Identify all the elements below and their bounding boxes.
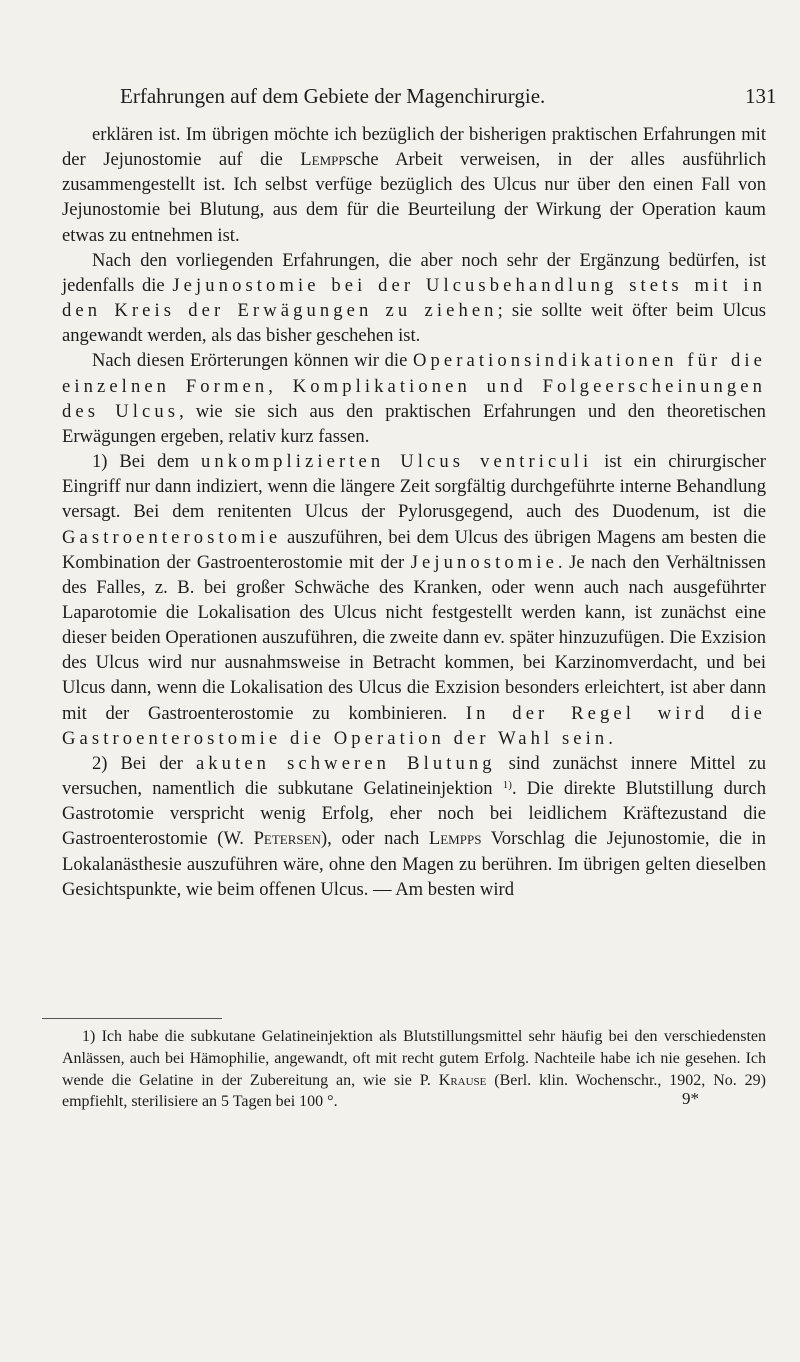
text-run: Vorschlag die Jejunostomie, die in Lokalanästhesie auszuführen wäre, ohne den Magen zu berühren. Im übrigen gelten dieselben Gesichtspunkte, wie beim offenen Ulcus. — Am besten wird [62,828,766,900]
emphasized-text: unkomplizierten Ulcus ventriculi [201,451,593,473]
text-run: sind zunächst innere Mittel zu versuchen, namentlich die subkutane Gelatineinjektion [62,752,767,800]
text-run: 1) Ich habe die subkutane Gelatineinjektion als Blutstillungsmittel sehr häufig bei den verschiedensten Anlässen, auch bei Hämophilie, angewandt, oft mit recht gutem Erfolg. Nachteile habe ich nie gesehen. Ich wende die Gelatine in der Zubereitung an, wie sie P. [62,1028,766,1089]
signature-mark: 9* [682,1089,699,1108]
text-run: 2) Bei der [92,752,196,774]
text-run: erklären ist. Im übrigen möchte ich bezüglich der bisherigen praktischen Erfahrungen mit der Jejunostomie auf die [62,124,766,171]
running-title: Erfahrungen auf dem Gebiete der Magenchirurgie. [120,84,546,108]
name-small-caps: Lempp [300,149,346,171]
emphasized-text: Operationsindikationen für die einzelnen Formen, Komplikationen und Folgeerscheinungen des Ulcus [62,350,766,422]
paragraph [62,751,766,902]
text-run: Nach den vorliegenden Erfahrungen, die aber noch sehr der Ergänzung bedürfen, ist jedenfalls die [62,249,766,296]
footnote-rule [42,1018,222,1019]
paragraph [62,122,766,248]
name-small-caps: Krause [438,1071,487,1089]
text-run: (Berl. klin. Wochenschr., 1902, No. 29) empfiehlt, sterilisiere an 5 Tagen bei 100 °. [62,1071,767,1111]
emphasized-text: In der Regel wird die Gastroenterostomie die Operation der Wahl sein [62,702,766,749]
emphasized-text: akuten schweren Blutung [195,752,496,774]
emphasized-text: Gastroenterostomie [62,526,282,548]
paragraph [62,449,766,751]
emphasized-text: Jejunostomie bei der Ulcusbehandlung stets mit in den Kreis der Erwägungen zu ziehen [62,274,766,322]
name-small-caps: Lempps [428,828,482,850]
text-run: sche Arbeit verweisen, in der alles ausführlich zusammengestellt ist. Ich selbst verfüge bezüglich des Ulcus nur über den einen Fall von Jejunostomie bei Blutung, aus dem für die Beurteilung der Wirkung der Operation kaum etwas zu entnehmen ist. [62,149,766,246]
page-number: 131 [745,84,777,108]
text-run: . [608,727,613,749]
text-run: auszuführen, bei dem Ulcus des übrigen Magens am besten die Kombination der Gastroenterostomie mit der [62,526,766,573]
footnote [62,1026,766,1113]
text-run: 1) Bei dem [92,451,202,473]
text-run: . Je nach den Verhältnissen des Falles, z. B. bei großer Schwäche des Kranken, oder wenn auch nach ausgeführter Laparotomie die Lokalisation des Ulcus nicht festgestellt werden kann, ist zunächst eine dieser beiden Operationen auszuführen, die zweite dann ev. später hinzuzufügen. Die Exzision des Ulcus wird nur ausnahmsweise in Betracht kommen, bei Karzinomverdacht, und bei Ulcus dann, wenn die Lokalisation des Ulcus die Exzision besonders erleichtert, ist aber dann mit der Gastroenterostomie zu kombinieren. [62,551,766,724]
paragraph [62,248,766,349]
name-small-caps: Petersen [253,828,321,850]
text-run: ; sie sollte weit öfter beim Ulcus angewandt werden, als das bisher geschehen ist. [62,300,766,347]
paragraph [62,348,766,449]
body-text [62,122,766,902]
text-run: Nach diesen Erörterungen können wir die [92,350,413,372]
emphasized-text: Jejunostomie [410,551,558,573]
text-run: . Die direkte Blutstillung durch Gastrotomie verspricht wenig Erfolg, eher noch bei leidlichem Kräftezustand die Gastroenterostomie (W. [62,778,766,850]
text-run: , wie sie sich aus den praktischen Erfahrungen und den theoretischen Erwägungen ergeben, relativ kurz fassen. [62,400,766,447]
footnote-area [62,1026,766,1113]
footnote-marker: 1) [502,779,512,792]
text-run: ), oder nach [320,828,429,850]
text-run: ist ein chirurgischer Eingriff nur dann indiziert, wenn die längere Zeit sorgfältig durchgeführte interne Behandlung versagt. Bei dem renitenten Ulcus der Pylorusgegend, auch des Duodenum, ist die [62,451,766,523]
running-head [0,76,800,116]
